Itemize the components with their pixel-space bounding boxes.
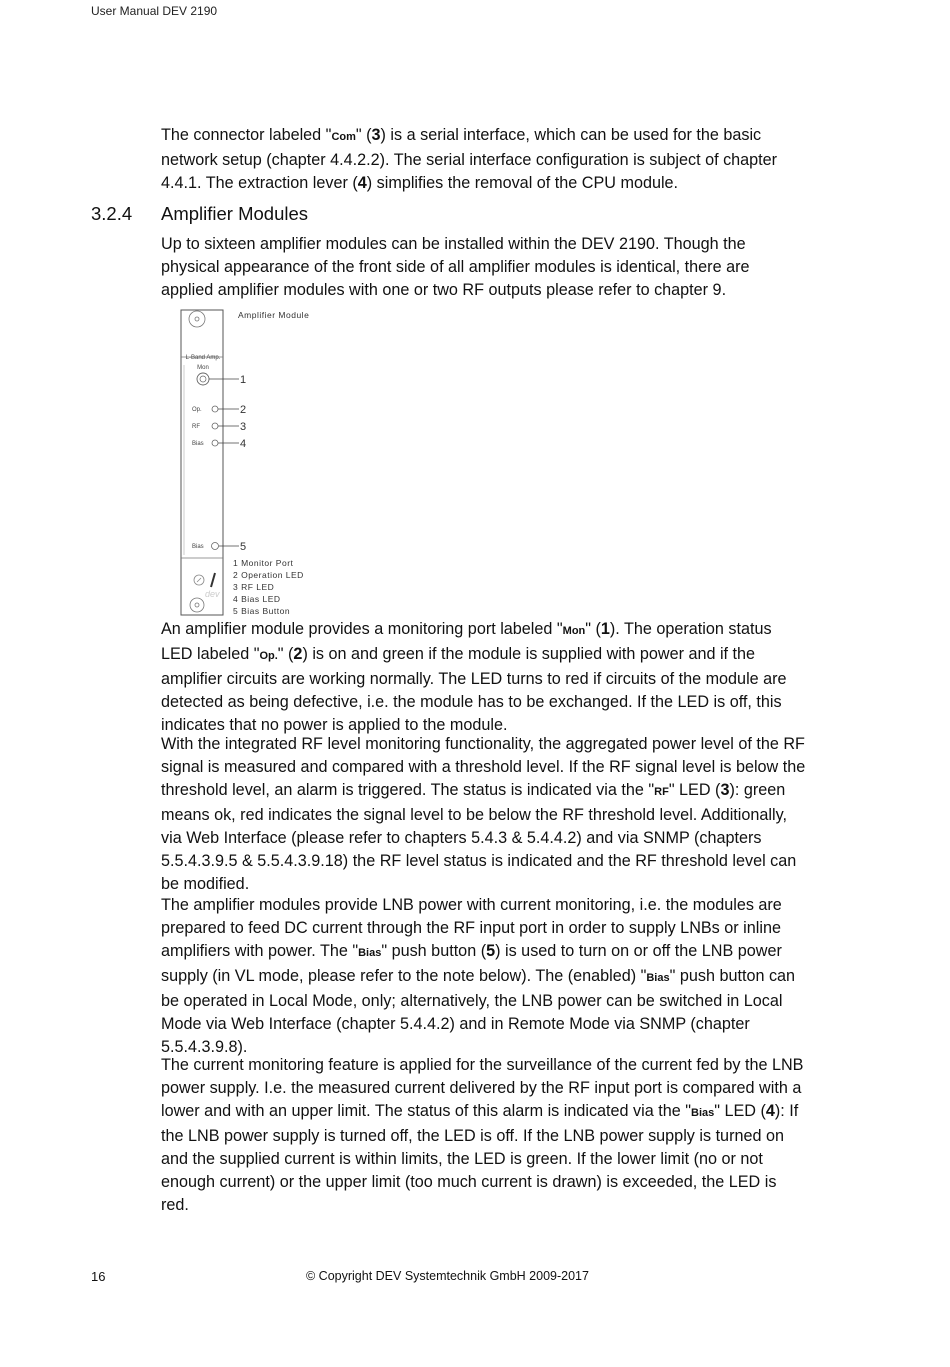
label-mon: Mon <box>562 625 586 637</box>
bias-led-icon <box>212 440 218 446</box>
paragraph-current-monitoring <box>161 1054 806 1217</box>
text: The current monitoring feature is applied for the surveillance of the current fed by the LNB power supply. I.e. the measured current delivered by the RF input port is compared with a lower and with an upper limit. The status of this alarm is indicated via the " <box>161 1056 804 1120</box>
text: The connector labeled " <box>161 126 332 144</box>
text: " ( <box>277 645 294 663</box>
paragraph-lnb-power <box>161 894 806 1059</box>
text: With the integrated RF level monitoring functionality, the aggregated power level of the RF signal is measured and compared with a threshold level. If the RF signal level is below the threshold level, an alarm is triggered. The status is indicated via the " <box>161 735 806 799</box>
ref-number: 5 <box>486 942 496 960</box>
section-number: 3.2.4 <box>91 203 133 224</box>
text: " ( <box>585 620 601 638</box>
callout-number: 5 <box>240 541 247 553</box>
label-rf: RF <box>654 786 669 798</box>
ref-number: 4 <box>357 174 367 192</box>
amplifier-module-figure <box>175 305 475 620</box>
text: " ( <box>355 126 372 144</box>
text: ): If the LNB power supply is turned off, the LED is off. If the LNB power supply is turned on and the supplied current is within limits, the LED is green. If the lower limit (no or not enough current) or the upper limit (too much current is drawn) is exceeded, the LED is red. <box>161 1102 799 1214</box>
text: ) simplifies the removal of the CPU module. <box>366 174 679 192</box>
page-header: User Manual DEV 2190 <box>91 4 218 18</box>
ref-number: 4 <box>765 1102 775 1120</box>
section-paragraph: Up to sixteen amplifier modules can be installed within the DEV 2190. Though the physical appearance of the front side of all amplifier modules is identical, there are applied amplifier modules with one or two RF outputs please refer to chapter 9. <box>161 235 750 299</box>
ref-number: 2 <box>293 645 303 663</box>
text: ): green means ok, red indicates the signal level to be below the RF threshold level. Additionally, via Web Interface (please refer to chapters 5.4.3 & 5.4.4.2) and via SNMP (chapters 5.5.4.3.9.5 & 5.5.4.3.9.18) the RF level status is indicated and the RF threshold level can be modified. <box>161 781 797 893</box>
text: " push button ( <box>381 942 487 960</box>
ref-number: 3 <box>371 126 381 144</box>
legend-item: 5 Bias Button <box>233 606 291 616</box>
op-label: Op. <box>192 407 202 413</box>
copyright: © Copyright DEV Systemtechnik GmbH 2009-2017 <box>306 1269 589 1283</box>
label-op: Op. <box>259 650 278 662</box>
callout-number: 4 <box>240 438 247 450</box>
paragraph-rf-level <box>161 733 806 896</box>
mon-label: Mon <box>197 365 209 371</box>
label-com: Com <box>331 131 356 143</box>
label-bias: Bias <box>646 972 670 984</box>
legend-item: 2 Operation LED <box>233 570 304 580</box>
bias-button-label: Bias <box>192 544 204 550</box>
legend-item: 3 RF LED <box>233 582 275 592</box>
bias-button-icon <box>212 543 219 550</box>
label-bias: Bias <box>691 1107 715 1119</box>
text: ). The operation status LED labeled " <box>161 620 772 663</box>
text: ) is a serial interface, which can be used for the basic network setup (chapter 4.4.2.2). The serial interface configuration is subject of chapter 4.4.1. The extraction lever ( <box>161 126 778 192</box>
rf-label: RF <box>192 424 200 430</box>
dev-logo-icon: dev <box>205 589 220 599</box>
screw-icon <box>190 598 204 612</box>
op-led-icon <box>212 406 218 412</box>
label-bias: Bias <box>358 947 382 959</box>
bias-label: Bias <box>192 441 204 447</box>
ref-number: 3 <box>720 781 730 799</box>
lever-icon <box>211 573 215 587</box>
section-title: Amplifier Modules <box>161 203 309 224</box>
rf-led-icon <box>212 423 218 429</box>
callout-number: 1 <box>240 374 247 386</box>
legend-item: 4 Bias LED <box>233 594 281 604</box>
ref-number: 1 <box>600 620 610 638</box>
intro-paragraph <box>161 124 806 195</box>
text: " LED ( <box>668 781 721 799</box>
text: " push button can be operated in Local Mode, only; alternatively, the LNB power can be switched in Local Mode via Web Interface (chapter 5.4.4.2) and in Remote Mode via SNMP (chapter 5.5.4.3.9.8). <box>161 967 796 1056</box>
text: ) is used to turn on or off the LNB power supply (in VL mode, please refer to the note below). The (enabled) " <box>161 942 782 985</box>
screw-icon <box>189 311 205 327</box>
panel-label: L-Band Amp. <box>185 355 221 361</box>
text: The amplifier modules provide LNB power with current monitoring, i.e. the modules are prepared to feed DC current through the RF input port in order to supply LNBs or inline amplifiers with power. The " <box>161 896 782 960</box>
text: An amplifier module provides a monitoring port labeled " <box>161 620 563 638</box>
legend-item: 1 Monitor Port <box>233 558 294 568</box>
figure-title: Amplifier Module <box>238 310 310 320</box>
callout-number: 2 <box>240 404 247 416</box>
callout-number: 3 <box>240 421 247 433</box>
paragraph-monitoring <box>161 618 806 737</box>
text: ) is on and green if the module is supplied with power and if the amplifier circuits are working normally. The LED turns to red if circuits of the module are detected as being defective, i.e. the module has to be exchanged. If the LED is off, this indicates that no power is applied to the module. <box>161 645 787 734</box>
page-number: 16 <box>91 1269 106 1284</box>
text: " LED ( <box>714 1102 766 1120</box>
monitor-port-icon <box>197 373 209 385</box>
